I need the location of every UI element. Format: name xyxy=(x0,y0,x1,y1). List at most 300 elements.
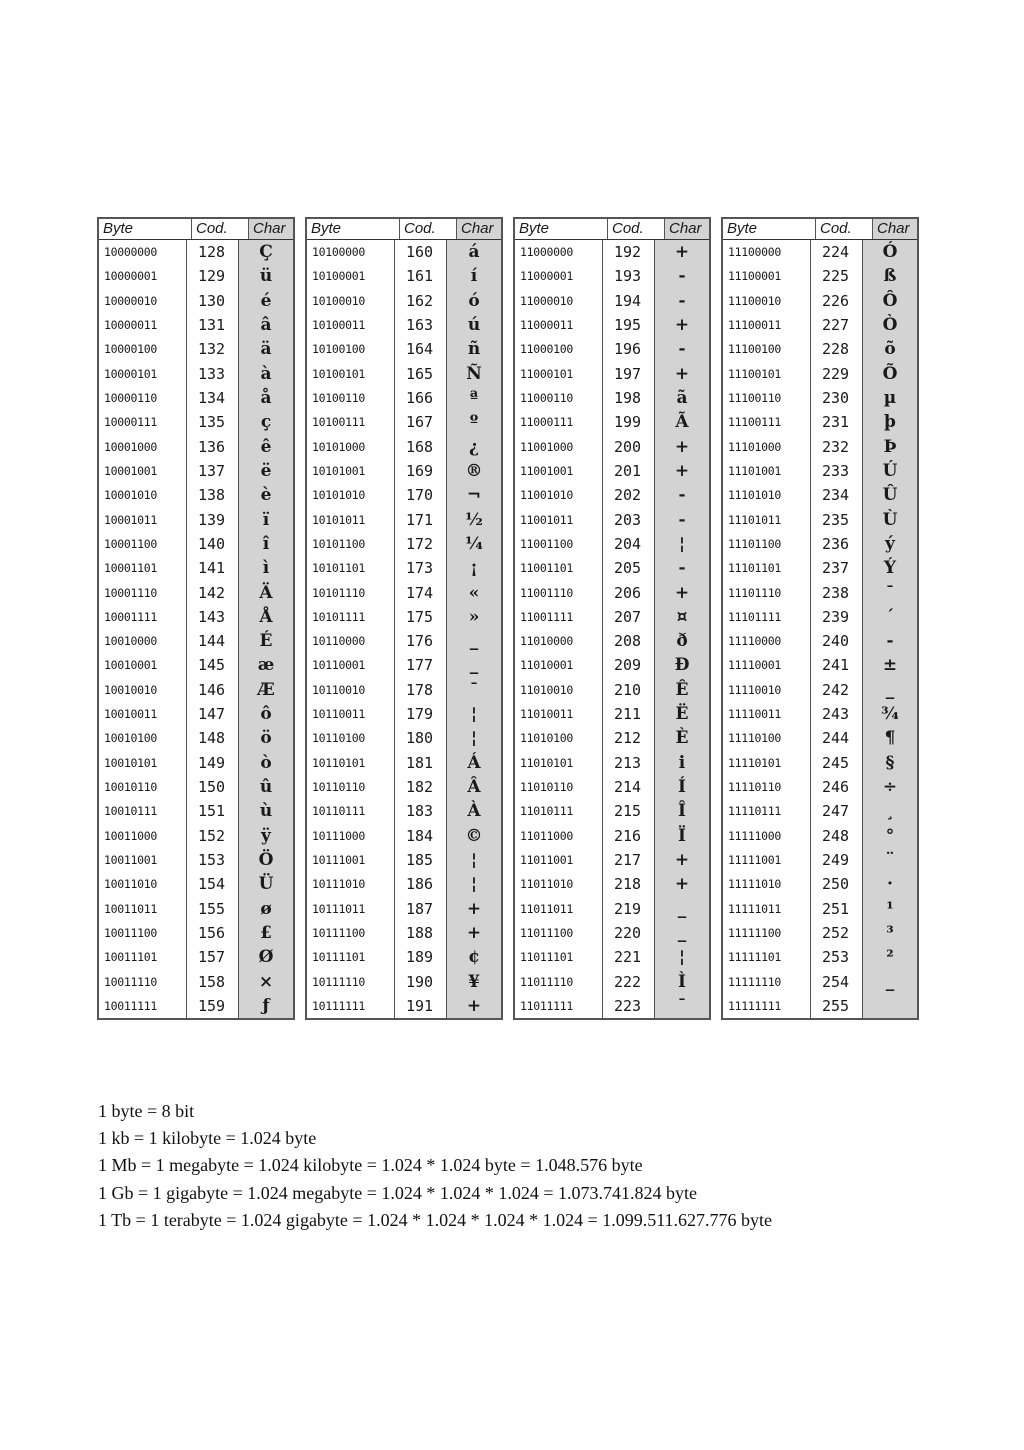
cell-code: 151 xyxy=(187,799,239,823)
table-row xyxy=(99,799,293,823)
cell-byte: 11000011 xyxy=(515,313,603,337)
cell-code: 170 xyxy=(395,483,447,507)
cell-char: + xyxy=(655,580,709,604)
cell-char: © xyxy=(447,824,501,848)
cell-byte: 10010001 xyxy=(99,653,187,677)
table-row xyxy=(99,678,293,702)
table-row xyxy=(723,556,917,580)
cell-code: 134 xyxy=(187,386,239,410)
cell-byte: 10000111 xyxy=(99,410,187,434)
cell-char: ¦ xyxy=(655,532,709,556)
cell-char: + xyxy=(447,896,501,920)
cell-byte: 11100101 xyxy=(723,362,811,386)
table-row xyxy=(307,799,501,823)
cell-code: 212 xyxy=(603,726,655,750)
cell-char: ¨ xyxy=(863,848,917,872)
table-row xyxy=(515,580,709,604)
cell-code: 195 xyxy=(603,313,655,337)
table-row xyxy=(99,435,293,459)
table-row xyxy=(515,751,709,775)
cell-code: 206 xyxy=(603,580,655,604)
header-cod: Cod. xyxy=(608,219,665,239)
cell-code: 203 xyxy=(603,507,655,531)
cell-byte: 10001111 xyxy=(99,605,187,629)
cell-char: ± xyxy=(863,653,917,677)
cell-code: 141 xyxy=(187,556,239,580)
cell-code: 150 xyxy=(187,775,239,799)
table-header xyxy=(723,219,917,240)
cell-byte: 11111001 xyxy=(723,848,811,872)
cell-code: 136 xyxy=(187,435,239,459)
cell-code: 213 xyxy=(603,751,655,775)
cell-char: ¯ xyxy=(655,994,709,1018)
table-row xyxy=(515,775,709,799)
cell-byte: 11011101 xyxy=(515,945,603,969)
table-row xyxy=(307,459,501,483)
table-row xyxy=(99,896,293,920)
cell-code: 159 xyxy=(187,994,239,1018)
cell-char: ¹ xyxy=(863,896,917,920)
cell-code: 230 xyxy=(811,386,863,410)
cell-code: 164 xyxy=(395,337,447,361)
table-row xyxy=(99,362,293,386)
cell-code: 250 xyxy=(811,872,863,896)
cell-char: ® xyxy=(447,459,501,483)
cell-byte: 10111111 xyxy=(307,994,395,1018)
table-row xyxy=(723,945,917,969)
table-row xyxy=(307,775,501,799)
cell-code: 236 xyxy=(811,532,863,556)
cell-byte: 10100101 xyxy=(307,362,395,386)
cell-byte: 11001110 xyxy=(515,580,603,604)
cell-char: _ xyxy=(447,653,501,677)
cell-byte: 11101111 xyxy=(723,605,811,629)
table-row xyxy=(515,994,709,1018)
cell-char: - xyxy=(655,337,709,361)
cell-code: 140 xyxy=(187,532,239,556)
cell-byte: 10101010 xyxy=(307,483,395,507)
cell-char: + xyxy=(655,240,709,264)
table-row xyxy=(515,945,709,969)
cell-code: 224 xyxy=(811,240,863,264)
table-row xyxy=(515,289,709,313)
cell-char: Ñ xyxy=(447,362,501,386)
table-row xyxy=(515,969,709,993)
cell-code: 179 xyxy=(395,702,447,726)
cell-byte: 11010011 xyxy=(515,702,603,726)
cell-byte: 10000110 xyxy=(99,386,187,410)
cell-code: 162 xyxy=(395,289,447,313)
cell-byte: 10010000 xyxy=(99,629,187,653)
cell-code: 251 xyxy=(811,896,863,920)
cell-char: £ xyxy=(239,921,293,945)
cell-byte: 11100000 xyxy=(723,240,811,264)
cell-char: ¦ xyxy=(447,702,501,726)
cell-code: 137 xyxy=(187,459,239,483)
table-row xyxy=(723,240,917,264)
table-row xyxy=(307,556,501,580)
cell-code: 207 xyxy=(603,605,655,629)
cell-code: 143 xyxy=(187,605,239,629)
cell-char: Í xyxy=(655,775,709,799)
cell-char: Ò xyxy=(863,313,917,337)
cell-char: î xyxy=(239,532,293,556)
cell-byte: 11110110 xyxy=(723,775,811,799)
cell-char: ¦ xyxy=(447,726,501,750)
cell-char: Ê xyxy=(655,678,709,702)
cell-byte: 11110111 xyxy=(723,799,811,823)
cell-code: 191 xyxy=(395,994,447,1018)
cell-char: ï xyxy=(239,507,293,531)
table-row xyxy=(307,580,501,604)
cell-code: 201 xyxy=(603,459,655,483)
table-row xyxy=(99,313,293,337)
cell-byte: 11011010 xyxy=(515,872,603,896)
cell-char: ÷ xyxy=(863,775,917,799)
cell-char: Ï xyxy=(655,824,709,848)
table-row xyxy=(515,872,709,896)
table-row xyxy=(307,872,501,896)
cell-code: 190 xyxy=(395,969,447,993)
table-row xyxy=(515,532,709,556)
cell-code: 243 xyxy=(811,702,863,726)
cell-code: 245 xyxy=(811,751,863,775)
cell-char: Ø xyxy=(239,945,293,969)
cell-char: ³ xyxy=(863,921,917,945)
cell-code: 135 xyxy=(187,410,239,434)
cell-char: « xyxy=(447,580,501,604)
cell-code: 194 xyxy=(603,289,655,313)
table-row xyxy=(99,969,293,993)
cell-code: 217 xyxy=(603,848,655,872)
cell-byte: 10011000 xyxy=(99,824,187,848)
table-row xyxy=(307,969,501,993)
cell-char: â xyxy=(239,313,293,337)
cell-char: _ xyxy=(863,678,917,702)
table-row xyxy=(99,337,293,361)
cell-byte: 10000001 xyxy=(99,264,187,288)
cell-code: 166 xyxy=(395,386,447,410)
table-row xyxy=(99,702,293,726)
cell-char: Ô xyxy=(863,289,917,313)
cell-char: È xyxy=(655,726,709,750)
cell-byte: 11010101 xyxy=(515,751,603,775)
cell-byte: 11111000 xyxy=(723,824,811,848)
cell-char: + xyxy=(655,435,709,459)
cell-code: 144 xyxy=(187,629,239,653)
table-row xyxy=(307,313,501,337)
cell-char: å xyxy=(239,386,293,410)
cell-byte: 10110011 xyxy=(307,702,395,726)
cell-char: º xyxy=(447,410,501,434)
table-row xyxy=(723,483,917,507)
table-row xyxy=(515,410,709,434)
cell-byte: 10000100 xyxy=(99,337,187,361)
cell-char: _ xyxy=(447,629,501,653)
cell-byte: 10001100 xyxy=(99,532,187,556)
cell-char: ç xyxy=(239,410,293,434)
cell-char: ¯ xyxy=(447,678,501,702)
cell-char: ß xyxy=(863,264,917,288)
header-cod: Cod. xyxy=(192,219,249,239)
cell-byte: 10001010 xyxy=(99,483,187,507)
cell-byte: 10110101 xyxy=(307,751,395,775)
cell-byte: 11011110 xyxy=(515,969,603,993)
cell-char: Ì xyxy=(655,969,709,993)
cell-byte: 10100001 xyxy=(307,264,395,288)
cell-code: 180 xyxy=(395,726,447,750)
table-row xyxy=(515,459,709,483)
table-row xyxy=(307,337,501,361)
cell-code: 253 xyxy=(811,945,863,969)
cell-code: 138 xyxy=(187,483,239,507)
cell-code: 133 xyxy=(187,362,239,386)
cell-code: 169 xyxy=(395,459,447,483)
cell-byte: 10000000 xyxy=(99,240,187,264)
cell-char: + xyxy=(655,362,709,386)
cell-byte: 11000000 xyxy=(515,240,603,264)
cell-char: ã xyxy=(655,386,709,410)
cell-code: 178 xyxy=(395,678,447,702)
table-row xyxy=(515,726,709,750)
table-row xyxy=(723,264,917,288)
cell-byte: 10001101 xyxy=(99,556,187,580)
cell-byte: 11001011 xyxy=(515,507,603,531)
cell-char: Ó xyxy=(863,240,917,264)
cell-char: Å xyxy=(239,605,293,629)
cell-code: 235 xyxy=(811,507,863,531)
cell-byte: 11000111 xyxy=(515,410,603,434)
table-row xyxy=(723,386,917,410)
cell-code: 219 xyxy=(603,896,655,920)
cell-char: Ý xyxy=(863,556,917,580)
table-row xyxy=(99,848,293,872)
table-row xyxy=(515,435,709,459)
cell-byte: 10110110 xyxy=(307,775,395,799)
cell-char: Ù xyxy=(863,507,917,531)
table-row xyxy=(723,678,917,702)
cell-char: Ö xyxy=(239,848,293,872)
cell-byte: 10011110 xyxy=(99,969,187,993)
cell-byte: 10001011 xyxy=(99,507,187,531)
cell-char: + xyxy=(655,872,709,896)
cell-char: + xyxy=(447,994,501,1018)
ascii-tables xyxy=(97,217,919,1020)
table-row xyxy=(307,483,501,507)
table-row xyxy=(515,799,709,823)
cell-byte: 10111101 xyxy=(307,945,395,969)
cell-byte: 11110011 xyxy=(723,702,811,726)
cell-char: + xyxy=(655,459,709,483)
table-row xyxy=(99,386,293,410)
cell-code: 248 xyxy=(811,824,863,848)
table-row xyxy=(515,896,709,920)
cell-code: 229 xyxy=(811,362,863,386)
cell-byte: 10000011 xyxy=(99,313,187,337)
table-row xyxy=(99,580,293,604)
cell-code: 227 xyxy=(811,313,863,337)
cell-code: 226 xyxy=(811,289,863,313)
cell-byte: 10001000 xyxy=(99,435,187,459)
cell-char: ª xyxy=(447,386,501,410)
cell-char: Ç xyxy=(239,240,293,264)
table-row xyxy=(723,751,917,775)
table-row xyxy=(723,362,917,386)
cell-code: 244 xyxy=(811,726,863,750)
table-row xyxy=(723,799,917,823)
code-table xyxy=(721,217,919,1020)
table-row xyxy=(99,921,293,945)
cell-byte: 11101010 xyxy=(723,483,811,507)
cell-code: 221 xyxy=(603,945,655,969)
cell-char: + xyxy=(447,921,501,945)
table-row xyxy=(723,653,917,677)
cell-byte: 10110000 xyxy=(307,629,395,653)
code-table xyxy=(305,217,503,1020)
cell-char: ý xyxy=(863,532,917,556)
cell-byte: 11111100 xyxy=(723,921,811,945)
cell-byte: 11111111 xyxy=(723,994,811,1018)
table-row xyxy=(99,872,293,896)
cell-code: 197 xyxy=(603,362,655,386)
cell-byte: 10010101 xyxy=(99,751,187,775)
cell-byte: 10110001 xyxy=(307,653,395,677)
cell-char: ¸ xyxy=(863,799,917,823)
cell-byte: 11001111 xyxy=(515,605,603,629)
cell-char: ù xyxy=(239,799,293,823)
cell-code: 246 xyxy=(811,775,863,799)
cell-char: - xyxy=(863,629,917,653)
table-header xyxy=(515,219,709,240)
cell-char: Ë xyxy=(655,702,709,726)
cell-code: 154 xyxy=(187,872,239,896)
table-row xyxy=(307,921,501,945)
cell-byte: 10111011 xyxy=(307,896,395,920)
table-row xyxy=(307,240,501,264)
cell-code: 181 xyxy=(395,751,447,775)
header-char: Char xyxy=(457,219,501,239)
table-row xyxy=(515,337,709,361)
table-row xyxy=(307,702,501,726)
table-row xyxy=(723,872,917,896)
cell-code: 211 xyxy=(603,702,655,726)
table-row xyxy=(515,824,709,848)
table-row xyxy=(99,483,293,507)
cell-byte: 10000010 xyxy=(99,289,187,313)
cell-byte: 11111010 xyxy=(723,872,811,896)
table-row xyxy=(723,969,917,993)
cell-byte: 10011011 xyxy=(99,896,187,920)
cell-char: æ xyxy=(239,653,293,677)
cell-char: ð xyxy=(655,629,709,653)
cell-code: 152 xyxy=(187,824,239,848)
table-row xyxy=(99,775,293,799)
table-row xyxy=(307,507,501,531)
cell-code: 204 xyxy=(603,532,655,556)
cell-byte: 11100001 xyxy=(723,264,811,288)
table-row xyxy=(307,678,501,702)
cell-byte: 11001001 xyxy=(515,459,603,483)
table-row xyxy=(99,289,293,313)
cell-code: 210 xyxy=(603,678,655,702)
cell-char: ô xyxy=(239,702,293,726)
table-row xyxy=(307,945,501,969)
table-row xyxy=(99,653,293,677)
table-row xyxy=(723,459,917,483)
cell-byte: 11100111 xyxy=(723,410,811,434)
table-row xyxy=(515,386,709,410)
cell-code: 222 xyxy=(603,969,655,993)
table-row xyxy=(515,556,709,580)
cell-code: 231 xyxy=(811,410,863,434)
cell-code: 228 xyxy=(811,337,863,361)
cell-byte: 10011100 xyxy=(99,921,187,945)
table-row xyxy=(515,653,709,677)
cell-char: ¶ xyxy=(863,726,917,750)
cell-byte: 10110100 xyxy=(307,726,395,750)
cell-code: 237 xyxy=(811,556,863,580)
cell-code: 158 xyxy=(187,969,239,993)
cell-char: _ xyxy=(655,896,709,920)
cell-byte: 10100011 xyxy=(307,313,395,337)
cell-byte: 10010110 xyxy=(99,775,187,799)
table-row xyxy=(99,410,293,434)
cell-char: ¦ xyxy=(447,848,501,872)
cell-byte: 11100010 xyxy=(723,289,811,313)
cell-byte: 10110111 xyxy=(307,799,395,823)
cell-code: 238 xyxy=(811,580,863,604)
cell-code: 254 xyxy=(811,969,863,993)
cell-byte: 10101110 xyxy=(307,580,395,604)
cell-code: 188 xyxy=(395,921,447,945)
cell-char: ÿ xyxy=(239,824,293,848)
header-byte: Byte xyxy=(515,219,608,239)
cell-byte: 11011100 xyxy=(515,921,603,945)
table-row xyxy=(307,629,501,653)
cell-byte: 11000001 xyxy=(515,264,603,288)
cell-char: Ã xyxy=(655,410,709,434)
cell-byte: 10001110 xyxy=(99,580,187,604)
cell-char: _ xyxy=(655,921,709,945)
table-row xyxy=(307,289,501,313)
cell-byte: 10101111 xyxy=(307,605,395,629)
cell-code: 132 xyxy=(187,337,239,361)
cell-char: - xyxy=(655,289,709,313)
cell-char: Æ xyxy=(239,678,293,702)
cell-code: 202 xyxy=(603,483,655,507)
cell-char: ¢ xyxy=(447,945,501,969)
cell-code: 131 xyxy=(187,313,239,337)
cell-code: 234 xyxy=(811,483,863,507)
cell-byte: 10011010 xyxy=(99,872,187,896)
table-row xyxy=(99,945,293,969)
cell-code: 220 xyxy=(603,921,655,945)
cell-code: 157 xyxy=(187,945,239,969)
note-line: 1 Mb = 1 megabyte = 1.024 kilobyte = 1.024 * 1.024 byte = 1.048.576 byte xyxy=(98,1155,643,1176)
table-row xyxy=(723,507,917,531)
header-cod: Cod. xyxy=(816,219,873,239)
cell-code: 198 xyxy=(603,386,655,410)
table-row xyxy=(723,580,917,604)
cell-code: 214 xyxy=(603,775,655,799)
note-line: 1 byte = 8 bit xyxy=(98,1101,195,1121)
cell-byte: 11000010 xyxy=(515,289,603,313)
cell-byte: 11110100 xyxy=(723,726,811,750)
table-row xyxy=(723,921,917,945)
cell-char: + xyxy=(655,313,709,337)
cell-code: 129 xyxy=(187,264,239,288)
cell-char: ¼ xyxy=(447,532,501,556)
